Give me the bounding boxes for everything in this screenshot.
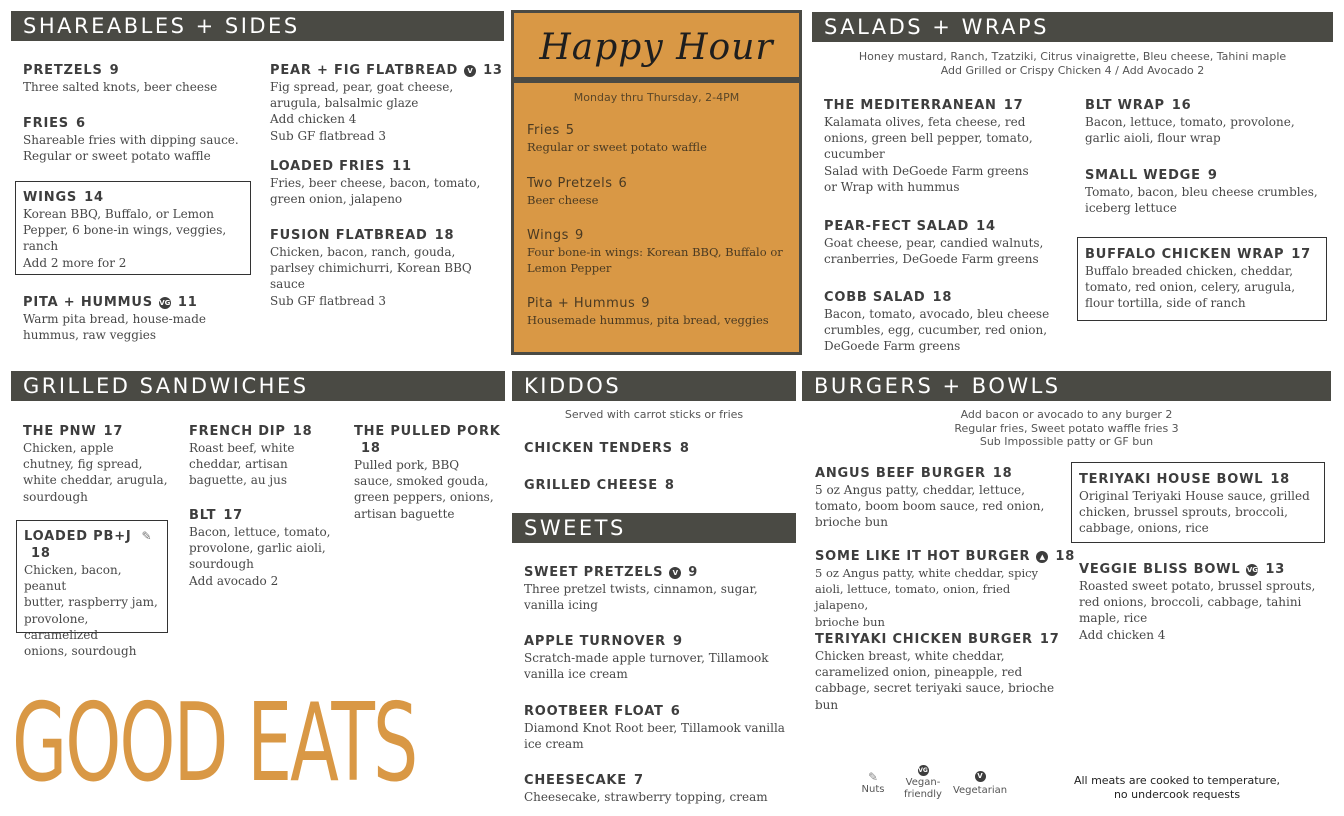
item-price: 13 bbox=[1265, 562, 1286, 577]
item-price: 9 bbox=[688, 565, 699, 580]
item-description: Scratch-made apple turnover, Tillamook vanilla ice cream bbox=[524, 651, 769, 682]
item-description: Bacon, lettuce, tomato, provolone, garlic aioli, sourdough Add avocado 2 bbox=[189, 525, 331, 588]
item-description: Chicken, bacon, peanut butter, raspberry jam, provolone, caramelized onions, sourdough bbox=[24, 563, 158, 659]
item-name: APPLE TURNOVER bbox=[524, 634, 666, 649]
section-header-sweets: SWEETS bbox=[512, 513, 796, 543]
item-description: Original Teriyaki House sauce, grilled chicken, brussel sprouts, broccoli, cabbage, onions, rice bbox=[1079, 489, 1310, 536]
menu-item-the-pnw bbox=[23, 423, 178, 505]
menu-item-small-wedge bbox=[1085, 167, 1330, 216]
item-name: FUSION FLATBREAD bbox=[270, 228, 428, 243]
item-name: Pita + Hummus bbox=[527, 296, 636, 311]
legend-vegetarian-label: Vegetarian bbox=[952, 785, 1008, 796]
item-description: Kalamata olives, feta cheese, red onions, green bell pepper, tomato, cucumber Salad with DeGoede Farm greens or Wrap with hummus bbox=[824, 115, 1033, 194]
happy-hour-item-pita bbox=[527, 295, 792, 328]
item-description: Tomato, bacon, bleu cheese crumbles, iceberg lettuce bbox=[1085, 185, 1318, 216]
menu-item-wings bbox=[23, 189, 248, 271]
item-price: 18 bbox=[31, 546, 51, 561]
item-price: 11 bbox=[177, 295, 198, 310]
salads-note: Honey mustard, Ranch, Tzatziki, Citrus vinaigrette, Bleu cheese, Tahini maple Add Grilled or Crispy Chicken 4 / Add Avocado 2 bbox=[858, 50, 1287, 77]
menu-item-loaded-fries bbox=[270, 158, 500, 207]
menu-item-fries bbox=[23, 115, 248, 164]
legend-vegan-label: Vegan- friendly bbox=[904, 777, 942, 800]
legend-nuts-label: Nuts bbox=[861, 784, 885, 795]
vegan-icon: VG bbox=[1246, 566, 1258, 574]
item-price: 18 bbox=[292, 424, 313, 439]
item-price: 17 bbox=[223, 508, 244, 523]
item-price: 9 bbox=[641, 296, 651, 311]
menu-item-french-dip bbox=[189, 423, 344, 489]
item-description: Chicken, apple chutney, fig spread, white cheddar, arugula, sourdough bbox=[23, 441, 168, 504]
item-name: SWEET PRETZELS bbox=[524, 565, 664, 580]
item-name: SOME LIKE IT HOT BURGER bbox=[815, 549, 1031, 564]
item-description: Chicken, bacon, ranch, gouda, parlsey chimichurri, Korean BBQ sauce Sub GF flatbread 3 bbox=[270, 245, 472, 308]
meats-note: All meats are cooked to temperature, no undercook requests bbox=[1073, 774, 1281, 801]
item-description: Bacon, tomato, avocado, bleu cheese crumbles, egg, cucumber, red onion, DeGoede Farm greens bbox=[824, 307, 1050, 354]
menu-item-teriyaki-bowl bbox=[1079, 471, 1323, 537]
item-price: 17 bbox=[1291, 247, 1311, 262]
menu-item-rootbeer-float bbox=[524, 703, 789, 752]
item-name: VEGGIE BLISS BOWL bbox=[1079, 562, 1241, 577]
item-name: CHEESECAKE bbox=[524, 773, 627, 788]
item-price: 11 bbox=[392, 159, 412, 174]
menu-item-pear-fig bbox=[270, 62, 503, 144]
item-description: Fig spread, pear, goat cheese, arugula, balsalmic glaze Add chicken 4 Sub GF flatbread 3 bbox=[270, 80, 454, 143]
item-description: Four bone-in wings: Korean BBQ, Buffalo or Lemon Pepper bbox=[527, 245, 783, 275]
menu-item-pita-hummus bbox=[23, 294, 248, 343]
item-description: Cheesecake, strawberry topping, cream bbox=[524, 790, 768, 804]
item-name: LOADED PB+J bbox=[24, 529, 132, 544]
menu-item-blt-wrap bbox=[1085, 97, 1330, 146]
item-price: 6 bbox=[75, 116, 86, 131]
item-price: 7 bbox=[633, 773, 644, 788]
item-name: ROOTBEER FLOAT bbox=[524, 704, 664, 719]
item-description: Fries, beer cheese, bacon, tomato, green onion, jalapeno bbox=[270, 176, 481, 207]
item-price: 14 bbox=[84, 190, 104, 205]
menu-item-cobb-salad bbox=[824, 289, 1069, 355]
item-description: Shareable fries with dipping sauce. Regular or sweet potato waffle bbox=[23, 133, 239, 164]
brand-wordmark: GOOD EATS bbox=[12, 681, 417, 806]
item-price: 18 bbox=[932, 290, 953, 305]
item-name: COBB SALAD bbox=[824, 290, 926, 305]
item-price: 9 bbox=[1207, 168, 1218, 183]
item-price: 9 bbox=[574, 228, 584, 243]
item-price: 18 bbox=[1055, 549, 1076, 564]
menu-item-buffalo-chicken-wrap bbox=[1085, 246, 1325, 312]
item-name: WINGS bbox=[23, 190, 78, 205]
item-price: 8 bbox=[679, 441, 690, 456]
item-description: Korean BBQ, Buffalo, or Lemon Pepper, 6 bone-in wings, veggies, ranch Add 2 more for 2 bbox=[23, 207, 227, 270]
section-header-salads: SALADS + WRAPS bbox=[812, 12, 1333, 42]
item-name: THE PULLED PORK bbox=[354, 424, 501, 439]
item-price: 6 bbox=[618, 176, 628, 191]
item-name: THE MEDITERRANEAN bbox=[824, 98, 997, 113]
item-name: PEAR-FECT SALAD bbox=[824, 219, 970, 234]
item-name: FRENCH DIP bbox=[189, 424, 286, 439]
item-name: PEAR + FIG FLATBREAD bbox=[270, 63, 459, 78]
item-name: LOADED FRIES bbox=[270, 159, 386, 174]
item-price: 16 bbox=[1171, 98, 1192, 113]
menu-item-loaded-pbj bbox=[24, 528, 166, 659]
happy-hour-subtitle: Monday thru Thursday, 2-4PM bbox=[573, 91, 740, 104]
item-price: 5 bbox=[565, 123, 575, 138]
legend-nuts bbox=[858, 770, 888, 795]
item-description: Pulled pork, BBQ sauce, smoked gouda, green peppers, onions, artisan baguette bbox=[354, 458, 494, 521]
item-description: Warm pita bread, house-made hummus, raw veggies bbox=[23, 312, 206, 343]
vegan-icon: VG bbox=[918, 767, 928, 774]
item-name: Fries bbox=[527, 123, 560, 138]
menu-item-pretzels bbox=[23, 62, 248, 95]
item-name: TERIYAKI HOUSE BOWL bbox=[1079, 472, 1264, 487]
kiddos-note: Served with carrot sticks or fries bbox=[564, 408, 744, 421]
item-price: 17 bbox=[1003, 98, 1024, 113]
item-description: Roast beef, white cheddar, artisan baguette, au jus bbox=[189, 441, 295, 488]
item-name: Wings bbox=[527, 228, 569, 243]
nuts-icon: ✎ bbox=[867, 770, 879, 784]
menu-item-chicken-tenders bbox=[524, 440, 784, 457]
legend-vegetarian bbox=[948, 770, 1012, 798]
happy-hour-item-fries bbox=[527, 122, 792, 155]
item-description: Regular or sweet potato waffle bbox=[527, 140, 707, 154]
item-name: GRILLED CHEESE bbox=[524, 478, 658, 493]
nuts-icon: ✎ bbox=[141, 529, 153, 543]
burgers-note: Add bacon or avocado to any burger 2 Regular fries, Sweet potato waffle fries 3 Sub Impossible patty or GF bun bbox=[954, 408, 1179, 448]
menu-item-sweet-pretzels bbox=[524, 564, 789, 613]
item-name: PITA + HUMMUS bbox=[23, 295, 153, 310]
item-description: Beer cheese bbox=[527, 193, 599, 207]
menu-item-grilled-cheese bbox=[524, 477, 784, 494]
happy-hour-panel bbox=[511, 10, 802, 355]
menu-item-hot-burger bbox=[815, 548, 1076, 630]
item-name: BLT WRAP bbox=[1085, 98, 1165, 113]
happy-hour-divider bbox=[514, 77, 799, 83]
item-description: Three salted knots, beer cheese bbox=[23, 80, 218, 94]
section-header-grilled: GRILLED SANDWICHES bbox=[11, 371, 505, 401]
item-description: Chicken breast, white cheddar, caramelized onion, pineapple, red cabbage, secret teriyaki sauce, brioche bun bbox=[815, 649, 1055, 712]
item-price: 8 bbox=[664, 478, 675, 493]
vegetarian-icon: V bbox=[669, 567, 681, 579]
item-description: Bacon, lettuce, tomato, provolone, garlic aioli, flour wrap bbox=[1085, 115, 1295, 146]
menu-item-angus-burger bbox=[815, 465, 1065, 531]
menu-item-mediterranean bbox=[824, 97, 1069, 195]
item-description: Three pretzel twists, cinnamon, sugar, vanilla icing bbox=[524, 582, 758, 613]
item-price: 18 bbox=[361, 441, 381, 456]
happy-hour-item-pretzels bbox=[527, 175, 792, 208]
menu-item-fusion-flatbread bbox=[270, 227, 500, 309]
section-header-kiddos: KIDDOS bbox=[512, 371, 796, 401]
item-price: 18 bbox=[1270, 472, 1291, 487]
spicy-icon: ▲ bbox=[1036, 551, 1048, 563]
item-name: PRETZELS bbox=[23, 63, 103, 78]
item-name: BUFFALO CHICKEN WRAP bbox=[1085, 247, 1285, 262]
item-price: 9 bbox=[672, 634, 683, 649]
item-price: 17 bbox=[1039, 632, 1060, 647]
menu-item-cheesecake bbox=[524, 772, 789, 805]
item-name: TERIYAKI CHICKEN BURGER bbox=[815, 632, 1033, 647]
happy-hour-title: Happy Hour bbox=[539, 27, 774, 68]
item-name: CHICKEN TENDERS bbox=[524, 441, 673, 456]
item-description: Housemade hummus, pita bread, veggies bbox=[527, 313, 769, 327]
item-name: Two Pretzels bbox=[527, 176, 613, 191]
item-name: THE PNW bbox=[23, 424, 97, 439]
happy-hour-item-wings bbox=[527, 227, 792, 276]
item-name: BLT bbox=[189, 508, 217, 523]
menu-item-teriyaki-burger bbox=[815, 631, 1065, 713]
item-price: 6 bbox=[670, 704, 681, 719]
item-price: 18 bbox=[434, 228, 455, 243]
item-name: SMALL WEDGE bbox=[1085, 168, 1201, 183]
item-name: ANGUS BEEF BURGER bbox=[815, 466, 986, 481]
item-description: Goat cheese, pear, candied walnuts, cranberries, DeGoede Farm greens bbox=[824, 236, 1044, 267]
item-description: Roasted sweet potato, brussel sprouts, red onions, broccoli, cabbage, tahini maple, rice Add chicken 4 bbox=[1079, 579, 1316, 642]
legend-vegan bbox=[902, 765, 944, 801]
item-price: 17 bbox=[103, 424, 124, 439]
item-price: 14 bbox=[976, 219, 996, 234]
menu-item-apple-turnover bbox=[524, 633, 789, 682]
vegan-icon: VG bbox=[159, 299, 171, 307]
section-header-burgers: BURGERS + BOWLS bbox=[802, 371, 1331, 401]
menu-item-veggie-bowl bbox=[1079, 561, 1323, 643]
vegetarian-icon: V bbox=[975, 771, 986, 782]
menu-item-pulled-pork bbox=[354, 423, 502, 522]
item-description: Diamond Knot Root beer, Tillamook vanilla ice cream bbox=[524, 721, 785, 752]
section-header-shareables: SHAREABLES + SIDES bbox=[11, 11, 504, 41]
menu-item-blt bbox=[189, 507, 344, 589]
menu-item-pear-fect-salad bbox=[824, 218, 1069, 267]
vegetarian-icon: V bbox=[464, 65, 476, 77]
item-description: 5 oz Angus patty, cheddar, lettuce, tomato, boom boom sauce, red onion, brioche bun bbox=[815, 483, 1045, 530]
item-description: 5 oz Angus patty, white cheddar, spicy aioli, lettuce, tomato, onion, fried jalapeno, brioche bun bbox=[815, 566, 1039, 629]
item-description: Buffalo breaded chicken, cheddar, tomato, red onion, celery, arugula, flour tortilla, side of ranch bbox=[1085, 264, 1296, 311]
item-price: 18 bbox=[992, 466, 1013, 481]
item-price: 13 bbox=[483, 63, 503, 78]
item-name: FRIES bbox=[23, 116, 69, 131]
item-price: 9 bbox=[109, 63, 120, 78]
